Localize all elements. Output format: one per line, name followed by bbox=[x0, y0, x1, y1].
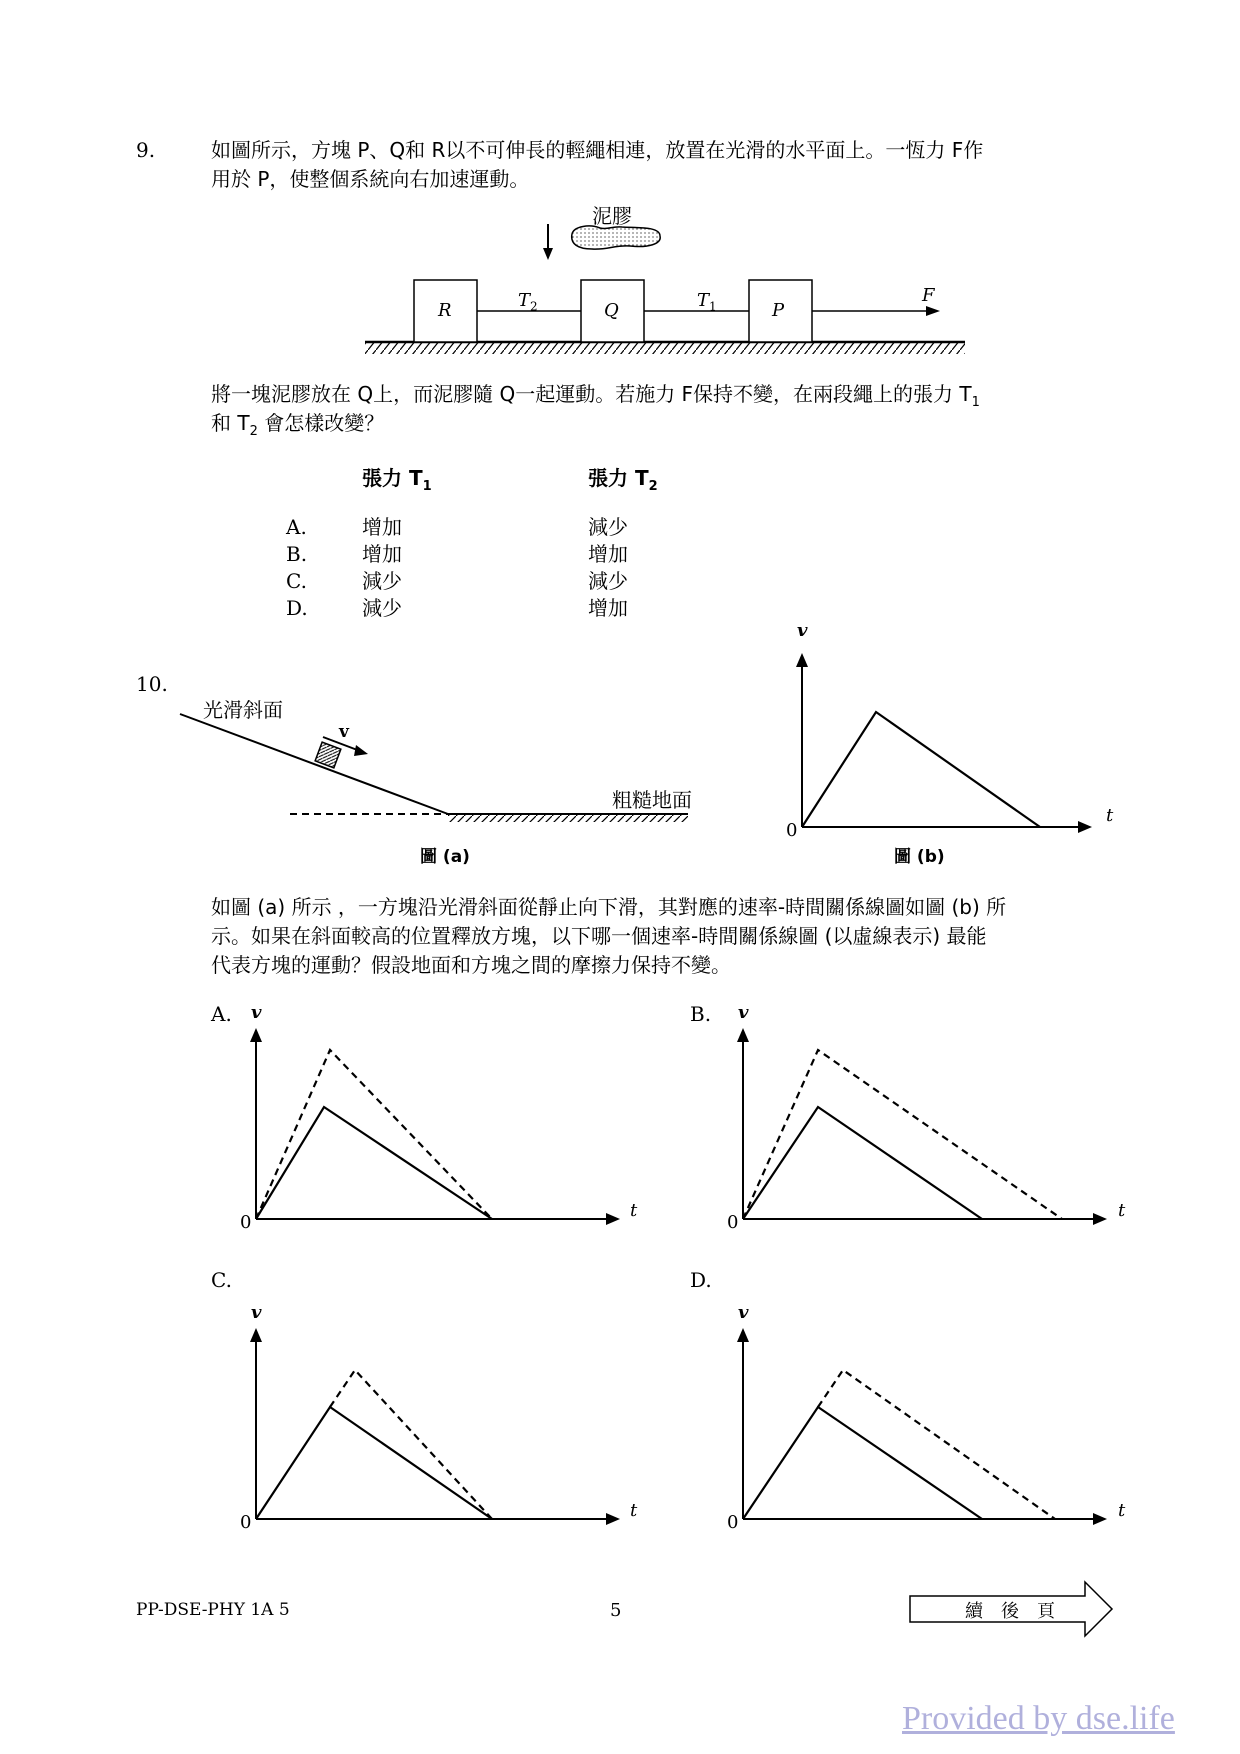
option-b-x-label: t bbox=[1118, 1200, 1126, 1221]
q10-number: 10. bbox=[136, 672, 168, 696]
q9-option-label: C. bbox=[286, 569, 307, 593]
q9-option-t2: 增加 bbox=[588, 542, 628, 566]
option-b-y-label: v bbox=[738, 1002, 749, 1023]
option-d-origin: 0 bbox=[727, 1512, 739, 1533]
clay-label: 泥膠 bbox=[592, 204, 632, 228]
option-c-label: C. bbox=[211, 1268, 232, 1292]
incline-label: 光滑斜面 bbox=[203, 698, 283, 722]
q9-option-label: D. bbox=[286, 596, 308, 620]
table-header-t2: 張力 $T_2$ bbox=[588, 466, 658, 494]
q10-text-line2: 示。如果在斜面較高的位置釋放方塊，以下哪一個速率-時間關係線圖 (以虛線表示) 最能 bbox=[211, 924, 987, 948]
q9-option-t1: 增加 bbox=[362, 515, 402, 539]
q10-text-line1: 如圖 (a) 所示 ，一方塊沿光滑斜面從靜止向下滑，其對應的速率-時間關係線圖如圖 (b) 所 bbox=[211, 895, 1007, 919]
option-b-label: B. bbox=[690, 1002, 712, 1026]
option-d-x-label: t bbox=[1118, 1500, 1126, 1521]
option-a-origin: 0 bbox=[240, 1212, 252, 1233]
tension-t2-label: $T_2$ bbox=[518, 290, 538, 314]
q9-text-line2: 用於 P，使整個系統向右加速運動。 bbox=[211, 167, 530, 191]
q9-option-label: B. bbox=[286, 542, 308, 566]
option-c-y-label: v bbox=[251, 1302, 262, 1323]
table-header-t1: 張力 $T_1$ bbox=[362, 466, 432, 494]
option-d-label: D. bbox=[690, 1268, 712, 1292]
block-q-label: Q bbox=[604, 300, 619, 321]
footer-page-number: 5 bbox=[610, 1600, 622, 1621]
q9-option-t2: 增加 bbox=[588, 596, 628, 620]
q9-option-t1: 增加 bbox=[362, 542, 402, 566]
option-c-x-label: t bbox=[630, 1500, 638, 1521]
velocity-label: v bbox=[339, 722, 349, 742]
q9-option-t1: 減少 bbox=[362, 569, 402, 593]
figure-b-x-label: t bbox=[1106, 805, 1114, 826]
option-a-x-label: t bbox=[630, 1200, 638, 1221]
footer-paper-code: PP-DSE-PHY 1A 5 bbox=[136, 1600, 290, 1620]
figure-b-caption: 圖 (b) bbox=[894, 847, 945, 867]
option-b-origin: 0 bbox=[727, 1212, 739, 1233]
q9-option-t2: 減少 bbox=[588, 515, 628, 539]
continue-label: 續 後 頁 bbox=[965, 1601, 1055, 1622]
option-c-origin: 0 bbox=[240, 1512, 252, 1533]
ground-label: 粗糙地面 bbox=[612, 788, 692, 812]
q9-option-t2: 減少 bbox=[588, 569, 628, 593]
q9-text-line4: 和 $T_2$ 會怎樣改變？ bbox=[211, 411, 385, 439]
figure-b-y-label: v bbox=[797, 620, 808, 641]
q9-option-label: A. bbox=[286, 515, 307, 539]
option-a-y-label: v bbox=[251, 1002, 262, 1023]
figure-b-origin: 0 bbox=[786, 820, 798, 841]
tension-t1-label: $T_1$ bbox=[697, 290, 717, 314]
q9-option-t1: 減少 bbox=[362, 596, 402, 620]
block-r-label: R bbox=[438, 300, 452, 321]
force-label: F bbox=[922, 285, 935, 306]
q10-text-line3: 代表方塊的運動？假設地面和方塊之間的摩擦力保持不變。 bbox=[211, 953, 731, 977]
option-a-label: A. bbox=[211, 1002, 232, 1026]
q9-number: 9. bbox=[136, 138, 156, 162]
figure-a-caption: 圖 (a) bbox=[420, 847, 470, 867]
watermark-link[interactable]: Provided by dse.life bbox=[902, 1700, 1175, 1737]
option-d-y-label: v bbox=[738, 1302, 749, 1323]
block-p-label: P bbox=[772, 300, 785, 321]
q9-text-line3: 將一塊泥膠放在 Q上，而泥膠隨 Q一起運動。若施力 F保持不變，在兩段繩上的張力 $T_1$ bbox=[211, 382, 980, 410]
q9-text-line1: 如圖所示，方塊 P、Q和 R以不可伸長的輕繩相連，放置在光滑的水平面上。一恆力 F作 bbox=[211, 138, 984, 162]
